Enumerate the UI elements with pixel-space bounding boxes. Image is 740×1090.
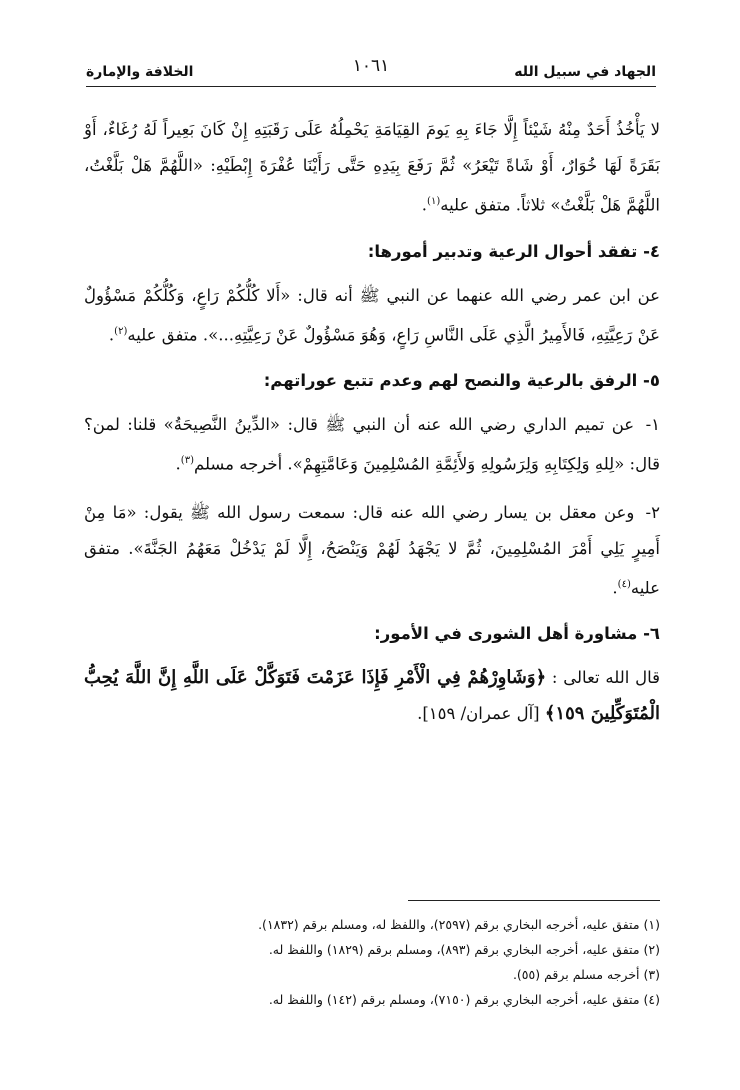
main-text xyxy=(84,112,660,732)
footnote-ref: (٢) xyxy=(114,325,128,337)
footnotes xyxy=(84,912,660,1012)
verse-intro: قال الله تعالى : xyxy=(551,668,660,687)
section-heading-6: ٦- مشاورة أهل الشورى في الأمور: xyxy=(374,624,660,643)
quran-verse-paragraph xyxy=(84,660,660,732)
footnote-ref: (١) xyxy=(427,196,441,207)
spacer xyxy=(84,483,660,495)
item-text: وعن معقل بن يسار رضي الله عنه قال: سمعت رسول الله ﷺ يقول: «مَا مِنْ أَمِيرٍ يَلِي أَمْرَ المُسْلِمِينَ، ثُمَّ لا يَجْهَدُ لَهُمْ وَيَنْصَحُ، إِلَّا لَمْ يَدْخُلْ مَعَهُمُ الجَنَّةَ». متفق عليه xyxy=(84,502,660,597)
section-heading-5: ٥- الرفق بالرعية والنصح لهم وعدم تتبع عوراتهم: xyxy=(263,371,660,390)
header-chapter-title: الخلافة والإمارة xyxy=(86,64,194,80)
footnote-divider xyxy=(408,900,660,901)
paragraph-hadith-ghulul: لا يَأْخُذُ أَحَدٌ مِنْهُ شَيْئاً إِلَّا جَاءَ بِهِ يَومَ القِيَامَةِ يَحْمِلُهُ عَلَى رَقَبَتِهِ إِنْ كَانَ بَعِيراً لَهُ رُغَاءٌ، أَوْ بَقَرَةً لَهَا خُوَارٌ، أَوْ شَاةً تَيْعَرُ» ثُمَّ رَفَعَ بِيَدِهِ حَتَّى رَأَيْنَا عُفْرَةَ إِبْطَيْهِ: «اللَّهُمَّ هَلْ بَلَّغْتُ، اللَّهُمَّ هَلْ بَلَّغْتُ» ثلاثاً. متفق عليه$^{(١)}$. xyxy=(84,120,660,215)
footnote-1: (١) متفق عليه، أخرجه البخاري برقم (٢٥٩٧)، واللفظ له، ومسلم برقم (١٨٣٢). xyxy=(258,917,660,932)
quran-verse: ﴿وَشَاوِرْهُمْ فِي الْأَمْرِ فَإِذَا عَزَمْتَ فَتَوَكَّلْ عَلَى اللَّهِ إِنَّ اللَّهَ يُحِبُّ الْمُتَوَكِّلِينَ ١٥٩﴾ xyxy=(84,667,660,724)
footnote-3: (٣) أخرجه مسلم برقم (٥٥). xyxy=(512,967,660,982)
header-book-title: الجهاد في سبيل الله xyxy=(514,64,656,80)
footnote-ref: (٣) xyxy=(180,455,194,466)
verse-reference: [آل عمران/ ١٥٩]. xyxy=(417,704,540,723)
footnote-2: (٢) متفق عليه، أخرجه البخاري برقم (٨٩٣)، ومسلم برقم (١٨٢٩) واللفظ له. xyxy=(268,942,660,957)
item-text: عن تميم الداري رضي الله عنه أن النبي ﷺ قال: «الدِّينُ النَّصِيحَةُ» قلنا: لمن؟ قال: «لِلهِ وَلِكِتَابِهِ وَلِرَسُولِهِ وَلأَئِمَّةِ المُسْلِمِينَ وَعَامَّتِهِمْ». أخرجه مسلم xyxy=(84,415,660,474)
footnote-4: (٤) متفق عليه، أخرجه البخاري برقم (٧١٥٠)، ومسلم برقم (١٤٢) واللفظ له. xyxy=(268,992,660,1007)
paragraph-text: عن ابن عمر رضي الله عنهما عن النبي ﷺ أنه قال: «أَلا كُلُّكُمْ رَاعٍ، وَكُلُّكُمْ مَسْؤُولٌ عَنْ رَعِيَّتِهِ، فَالأَمِيرُ الَّذِي عَلَى النَّاسِ رَاعٍ، وَهُوَ مَسْؤُولٌ عَنْ رَعِيَّتِهِ...». متفق عليه xyxy=(84,285,660,344)
page-number: ١٠٦١ xyxy=(352,56,390,76)
item-number: ١- xyxy=(645,415,661,434)
list-item: ١- عن تميم الداري رضي الله عنه أن النبي ﷺ قال: «الدِّينُ النَّصِيحَةُ» قلنا: لمن؟ قال: «لِلهِ وَلِكِتَابِهِ وَلِرَسُولِهِ وَلأَئِمَّةِ المُسْلِمِينَ وَعَامَّتِهِمْ». أخرجه مسلم$^{(٣)}$. xyxy=(84,415,661,474)
paragraph-text: لا يَأْخُذُ أَحَدٌ مِنْهُ شَيْئاً إِلَّا جَاءَ بِهِ يَومَ القِيَامَةِ يَحْمِلُهُ عَلَى رَقَبَتِهِ إِنْ كَانَ بَعِيراً لَهُ رُغَاءٌ، أَوْ بَقَرَةً لَهَا خُوَارٌ، أَوْ شَاةً تَيْعَرُ» ثُمَّ رَفَعَ بِيَدِهِ حَتَّى رَأَيْنَا عُفْرَةَ إِبْطَيْهِ: «اللَّهُمَّ هَلْ بَلَّغْتُ، اللَّهُمَّ هَلْ بَلَّغْتُ» ثلاثاً. متفق عليه xyxy=(84,120,660,215)
running-header xyxy=(86,56,656,87)
section-heading-4: ٤- تفقد أحوال الرعية وتدبير أمورها: xyxy=(367,241,660,261)
footnote-ref: (٤) xyxy=(617,578,631,590)
list-item: ٢- وعن معقل بن يسار رضي الله عنه قال: سمعت رسول الله ﷺ يقول: «مَا مِنْ أَمِيرٍ يَلِي أَمْرَ المُسْلِمِينَ، ثُمَّ لا يَجْهَدُ لَهُمْ وَيَنْصَحُ، إِلَّا لَمْ يَدْخُلْ مَعَهُمُ الجَنَّةَ». متفق عليه$^{(٤)}$. xyxy=(84,502,660,597)
paragraph-hadith-raa: عن ابن عمر رضي الله عنهما عن النبي ﷺ أنه قال: «أَلا كُلُّكُمْ رَاعٍ، وَكُلُّكُمْ مَسْؤُولٌ عَنْ رَعِيَّتِهِ، فَالأَمِيرُ الَّذِي عَلَى النَّاسِ رَاعٍ، وَهُوَ مَسْؤُولٌ عَنْ رَعِيَّتِهِ...». متفق عليه$^{(٢)}$. xyxy=(84,285,660,344)
item-number: ٢- xyxy=(645,502,660,522)
